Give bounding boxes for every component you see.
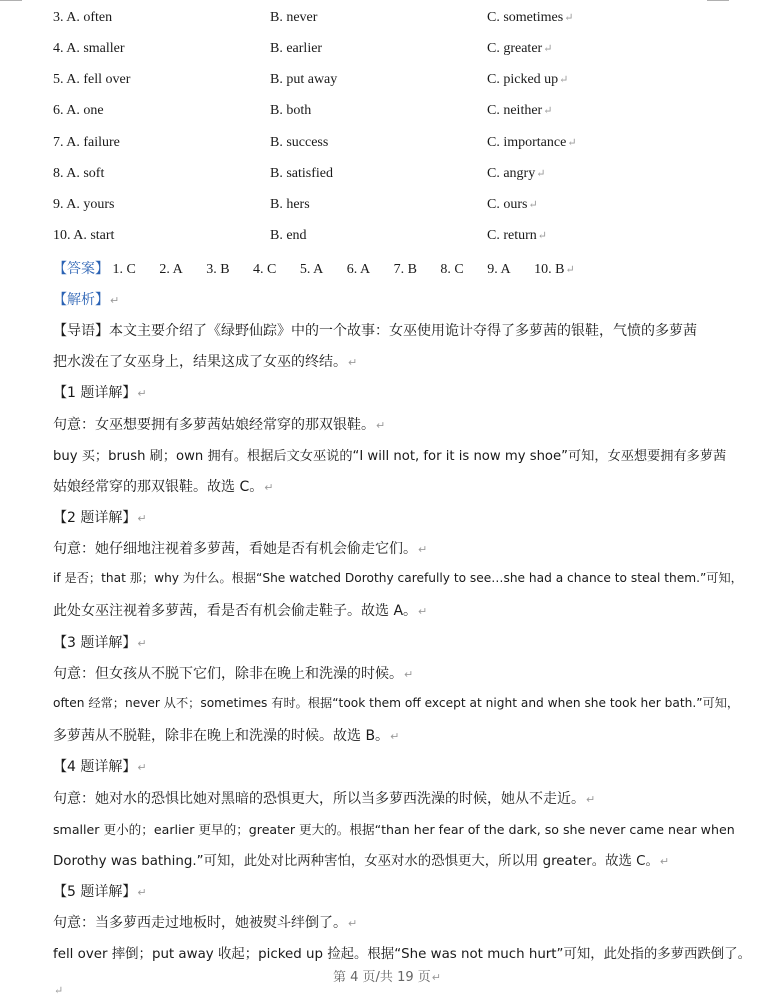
paragraph-mark-icon: ↵ [137,512,147,525]
line-text: fell over 摔倒；put away 收起；picked up 捡起。根据“She was not much hurt”可知，此处指的多萝西跌倒了。 [53,947,751,962]
option-c [487,166,545,182]
answer-label: 【答案】 [53,261,109,277]
paragraph-mark-icon: ↵ [376,419,386,432]
text-line [53,445,753,464]
line-text: 【4 题详解】 [53,759,137,775]
option-c [487,10,573,26]
top-edge-mark-right [707,0,729,1]
text-line [53,414,753,434]
text-line [53,351,753,371]
text-line [53,943,753,962]
option-b: B. success [270,135,329,150]
text-line [53,600,753,620]
option-row [53,166,753,188]
line-text: 【3 题详解】 [53,635,137,651]
text-line [53,538,753,558]
text-line [53,819,753,838]
paragraph-mark-icon: ↵ [564,12,574,24]
option-c-text: C. sometimes [487,10,564,25]
option-c [487,103,552,119]
line-text: 句意：她对水的恐惧比她对黑暗的恐惧更大，所以当多萝西洗澡的时候，她从不走近。 [53,791,585,807]
paragraph-mark-icon: ↵ [54,985,64,997]
text-line [53,912,753,932]
answer-item: 2. A [159,262,183,277]
option-b: B. hers [270,197,310,212]
option-a: 10. A. start [53,228,115,243]
paragraph-mark-icon: ↵ [418,543,428,556]
answer-item: 6. A [346,262,371,277]
paragraph-mark-icon: ↵ [348,356,358,369]
line-text: 句意：女巫想要拥有多萝茜姑娘经常穿的那双银鞋。 [53,417,375,433]
answer-item: 1. C [112,262,136,277]
paragraph-mark-icon: ↵ [586,793,596,806]
answer-item: 7. B [393,262,417,277]
paragraph-mark-icon: ↵ [543,43,553,55]
text-line [53,320,753,340]
section-heading [53,632,753,652]
option-c [487,197,538,213]
paragraph-mark-icon: ↵ [348,917,358,930]
line-text: 句意：她仔细地注视着多萝茜，看她是否有机会偷走它们。 [53,541,417,557]
option-row [53,197,753,219]
line-text: 【导语】本文主要介绍了《绿野仙踪》中的一个故事：女巫使用诡计夺得了多萝茜的银鞋，气愤的多萝茜 [53,323,697,339]
line-text: Dorothy was bathing.”可知，此处对比两种害怕，女巫对水的恐惧更大，所以用 greater。故选 C。 [53,854,659,869]
option-a: 6. A. one [53,103,104,118]
option-a: 5. A. fell over [53,72,131,87]
line-text: 多萝茜从不脱鞋，除非在晚上和洗澡的时候。故选 B。 [53,728,390,744]
option-a: 9. A. yours [53,197,115,212]
answer-item: 5. A [299,262,324,277]
answer-item: 10. B [534,262,565,277]
paragraph-mark-icon: ↵ [543,105,553,117]
paragraph-mark-icon: ↵ [565,264,575,276]
paragraph-mark-icon: ↵ [404,668,414,681]
paragraph-mark-icon: ↵ [137,886,147,899]
answer-item: 3. B [206,262,230,277]
line-text: often 经常；never 从不；sometimes 有时。根据“took them off except at night and when she took her bath.”可知， [53,696,740,710]
option-b: B. put away [270,72,338,87]
option-b: B. never [270,10,318,25]
paragraph-mark-icon: ↵ [418,605,428,618]
line-text: 【5 题详解】 [53,884,137,900]
text-line [53,725,753,745]
line-text: 句意：当多萝西走过地板时，她被熨斗绊倒了。 [53,915,347,931]
paragraph-mark-icon: ↵ [528,199,538,211]
option-b: B. satisfied [270,166,333,181]
line-text: 姑娘经常穿的那双银鞋。故选 C。 [53,479,264,495]
text-line [53,569,753,586]
line-text: 句意：但女孩从不脱下它们，除非在晚上和洗澡的时候。 [53,666,403,682]
text-line [53,850,753,869]
page-number: 第 4 页/共 19 页 [333,970,431,985]
line-text: 【1 题详解】 [53,385,137,401]
top-edge-mark-left [0,0,22,1]
answer-item: 9. A [487,262,511,277]
option-row [53,103,753,125]
text-line [53,694,753,711]
answer-item: 4. C [253,262,277,277]
option-c-text: C. ours [487,197,528,212]
option-b: B. end [270,228,307,243]
option-c [487,135,577,151]
line-text: 此处女巫注视着多萝茜，看是否有机会偷走鞋子。故选 A。 [53,603,418,619]
section-heading [53,881,753,901]
trailing-paragraph-mark [53,982,753,999]
line-text: 把水泼在了女巫身上，结果这成了女巫的终结。 [53,354,347,370]
option-row [53,41,753,63]
analysis-label: 【解析】 [53,292,109,308]
option-c-text: C. greater [487,41,543,56]
paragraph-mark-icon: ↵ [264,481,274,494]
option-row [53,10,753,32]
option-a: 4. A. smaller [53,41,125,56]
line-text: smaller 更小的；earlier 更早的；greater 更大的。根据“than her fear of the dark, so she never came near when [53,822,735,837]
answer-item: 8. C [440,262,464,277]
option-c-text: C. importance [487,135,567,150]
option-row [53,72,753,94]
section-heading [53,382,753,402]
paragraph-mark-icon: ↵ [536,168,546,180]
text-line [53,788,753,808]
paragraph-mark-icon: ↵ [137,387,147,400]
paragraph-mark-icon: ↵ [390,730,400,743]
paragraph-mark-icon: ↵ [537,230,547,242]
answer-line [53,258,753,278]
paragraph-mark-icon: ↵ [137,637,147,650]
option-c [487,72,568,88]
paragraph-mark-icon: ↵ [137,761,147,774]
line-text: if 是否；that 那；why 为什么。根据“She watched Dorothy carefully to see…she had a chance to steal them.”可知， [53,571,743,585]
line-text: buy 买；brush 刷；own 拥有。根据后文女巫说的“I will not, for it is now my shoe”可知，女巫想要拥有多萝茜 [53,449,727,464]
option-row [53,228,753,250]
option-c-text: C. picked up [487,72,559,87]
text-line [53,476,753,496]
option-c-text: C. angry [487,166,536,181]
section-heading [53,756,753,776]
option-c [487,41,552,57]
paragraph-mark-icon: ↵ [110,294,120,307]
option-row [53,135,753,157]
option-a: 7. A. failure [53,135,120,150]
option-b: B. both [270,103,312,118]
option-b: B. earlier [270,41,323,56]
option-a: 8. A. soft [53,166,105,181]
option-c-text: C. neither [487,103,543,118]
option-a: 3. A. often [53,10,113,25]
section-heading [53,507,753,527]
analysis-heading [53,289,753,309]
paragraph-mark-icon: ↵ [559,74,569,86]
text-line [53,663,753,683]
paragraph-mark-icon: ↵ [431,971,441,984]
option-c [487,228,547,244]
paragraph-mark-icon: ↵ [659,855,670,868]
paragraph-mark-icon: ↵ [567,137,577,149]
line-text: 【2 题详解】 [53,510,137,526]
option-c-text: C. return [487,228,537,243]
